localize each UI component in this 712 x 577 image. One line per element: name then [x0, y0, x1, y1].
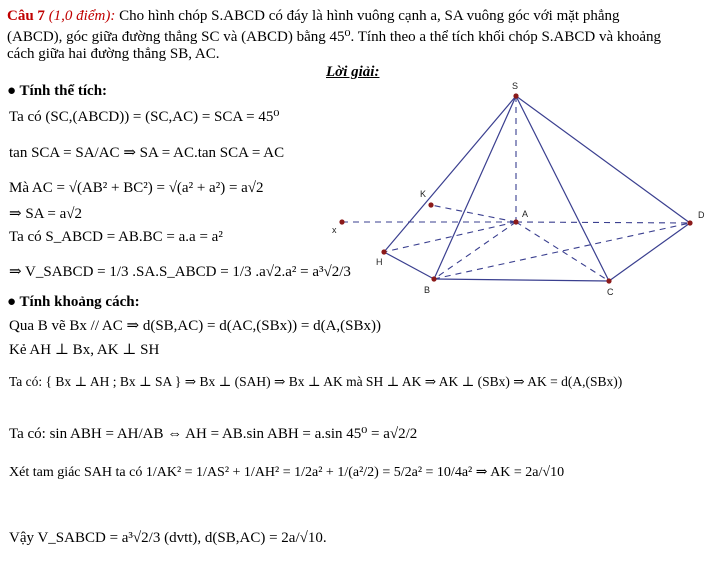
edge-HS [384, 96, 516, 252]
edge-BH [384, 252, 434, 279]
volume-step-1: Ta có (SC,(ABCD)) = (SC,AC) = SCA = 45⁰ [9, 109, 280, 125]
edge-BC [434, 279, 609, 281]
question-number: Câu 7 [7, 8, 45, 24]
point-S [513, 93, 518, 98]
volume-step-4: ⇒ SA = a√2 [9, 206, 83, 222]
problem-line-1: Cho hình chóp S.ABCD có đáy là hình vuông cạnh a, SA vuông góc với mặt phẳng [119, 8, 620, 24]
label-K: K [420, 189, 427, 199]
point-labels [332, 81, 705, 297]
distance-step-6: Vậy V_SABCD = a³√2/3 (dvtt), d(SB,AC) = 2a/√10. [9, 530, 327, 546]
problem-line-2: (ABCD), góc giữa đường thẳng SC và (ABCD) bằng 45⁰. Tính theo a thể tích khối chóp S.ABCD và khoảng [7, 29, 662, 45]
point-K [428, 202, 433, 207]
volume-heading: ● Tính thể tích: [7, 83, 108, 99]
problem-line-3: cách giữa hai đường thẳng SB, AC. [7, 46, 220, 62]
label-x: x [332, 225, 337, 235]
edge-AD [516, 222, 690, 223]
volume-step-2: tan SCA = SA/AC ⇒ SA = AC.tan SCA = AC [9, 145, 285, 161]
problem-statement [7, 8, 619, 25]
distance-heading: ● Tính khoảng cách: [7, 294, 140, 310]
distance-step-4: Ta có: sin ABH = AH/AB ⇔ AH = AB.sin ABH = a.sin 45⁰ = a√2/2 [9, 426, 418, 442]
solution-heading: Lời giải: [326, 64, 380, 80]
point-D [687, 220, 692, 225]
edge-SC [516, 96, 609, 281]
hidden-edges [342, 96, 690, 281]
label-A: A [522, 209, 529, 219]
label-D: D [698, 210, 705, 220]
label-B: B [424, 285, 431, 295]
label-S: S [512, 81, 519, 91]
label-H: H [376, 257, 383, 267]
distance-step-1: Qua B vẽ Bx // AC ⇒ d(SB,AC) = d(AC,(SBx)) = d(A,(SBx)) [9, 318, 381, 334]
pyramid-figure [326, 80, 706, 300]
question-points: (1,0 điểm): [48, 8, 116, 24]
distance-step-2: Kẻ AH ⊥ Bx, AK ⊥ SH [9, 342, 160, 358]
point-x [339, 219, 344, 224]
volume-step-3: Mà AC = √(AB² + BC²) = √(a² + a²) = a√2 [9, 180, 264, 196]
point-A [513, 219, 518, 224]
label-C: C [607, 287, 614, 297]
distance-step-5: Xét tam giác SAH ta có 1/AK² = 1/AS² + 1/AH² = 1/2a² + 1/(a²/2) = 5/2a² = 10/4a² ⇒ AK = 2a/√10 [9, 465, 565, 480]
point-C [606, 278, 611, 283]
solid-edges [384, 96, 690, 281]
point-B [431, 276, 436, 281]
edge-AC [516, 222, 609, 281]
volume-step-5: Ta có S_ABCD = AB.BC = a.a = a² [9, 229, 223, 245]
point-H [381, 249, 386, 254]
distance-step-3: Ta có: { Bx ⊥ AH ; Bx ⊥ SA } ⇒ Bx ⊥ (SAH) ⇒ Bx ⊥ AK mà SH ⊥ AK ⇒ AK ⊥ (SBx) ⇒ AK = d(A,(SBx)) [9, 374, 623, 389]
edge-SD [516, 96, 690, 223]
edge-SB [434, 96, 516, 279]
edge-AH [384, 222, 516, 252]
edge-AK [431, 205, 516, 222]
volume-step-6: ⇒ V_SABCD = 1/3 .SA.S_ABCD = 1/3 .a√2.a² = a³√2/3 [9, 264, 351, 280]
